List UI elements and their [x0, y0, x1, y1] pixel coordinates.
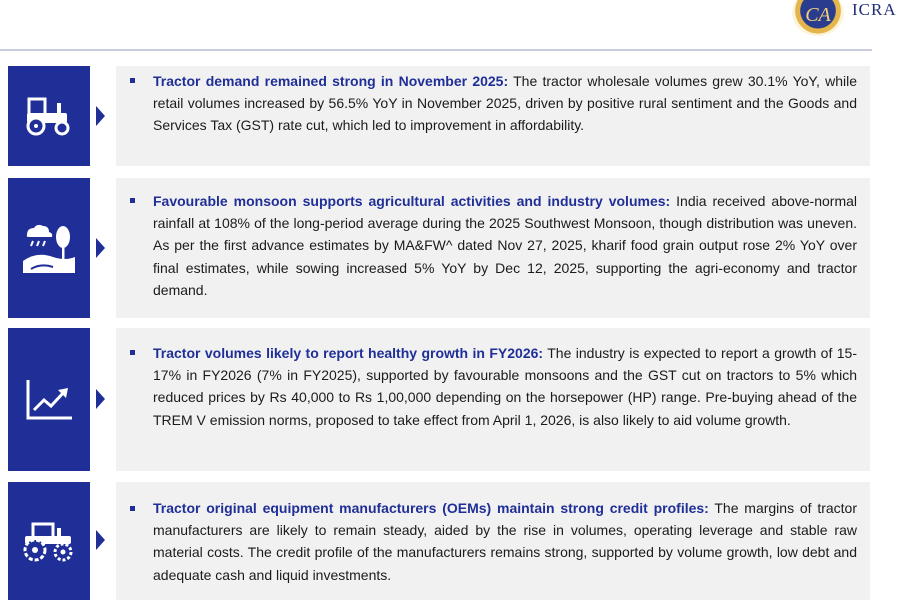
header-rule	[0, 49, 872, 51]
text-panel	[116, 482, 870, 600]
pointer-arrow	[96, 106, 105, 126]
bullet-marker	[130, 350, 135, 355]
icon-panel	[8, 178, 90, 318]
paragraph	[153, 70, 857, 137]
icra-logo	[792, 0, 844, 36]
bullet-marker	[130, 506, 135, 511]
paragraph	[153, 497, 857, 586]
text-panel	[116, 328, 870, 471]
monsoon-landscape-icon	[21, 221, 77, 275]
paragraph	[153, 342, 857, 431]
insight-row-3	[0, 328, 900, 471]
text-panel	[116, 178, 870, 318]
insight-row-2	[0, 178, 900, 318]
icon-panel	[8, 482, 90, 600]
tractor-icon	[23, 95, 75, 137]
pointer-arrow	[96, 389, 105, 409]
body-text: India received above-normal rainfall at 108% of the long-period average during the 2025 Southwest Monsoon, though distribution was uneven. As per the first advance estimates by MA&FW^ dated Nov 27, 2025, kharif food grain output rose 2% YoY over final estimates, while sowing increased 5% YoY by Dec 12, 2025, supporting the agri-economy and tractor demand.	[153, 193, 858, 298]
heading: Favourable monsoon supports agricultural activities and industry volumes:	[153, 193, 671, 209]
pointer-arrow	[96, 238, 105, 258]
heading: Tractor demand remained strong in November 2025:	[153, 73, 509, 89]
body-text: The margins of tractor manufacturers are likely to remain steady, aided by the rise in volumes, operating leverage and stable raw material costs. The credit profile of the manufacturers remains strong, supported by volume growth, low debt and adequate cash and liquid investments.	[153, 500, 857, 583]
icon-panel	[8, 328, 90, 471]
brand-name: ICRA	[852, 0, 897, 19]
bullet-marker	[130, 78, 135, 83]
body-text: The industry is expected to report a growth of 15-17% in FY2026 (7% in FY2025), supported by favourable monsoons and the GST cut on tractors to 5% which reduced prices by Rs 40,000 to Rs 1,00,000 depending on the horsepower (HP) range. Pre-buying ahead of the TREM V emission norms, proposed to take effect from April 1, 2026, is also likely to aid volume growth.	[153, 345, 858, 428]
svg-text:CA: CA	[805, 4, 831, 26]
bullet-marker	[130, 198, 135, 203]
insight-row-1	[0, 66, 900, 166]
text-panel	[116, 66, 870, 166]
heading: Tractor original equipment manufacturers (OEMs) maintain strong credit profiles:	[153, 500, 709, 516]
body-text: The tractor wholesale volumes grew 30.1% YoY, while retail volumes increased by 56.5% YoY in November 2025, driven by positive rural sentiment and the Goods and Services Tax (GST) rate cut, which led to improvement in affordability.	[153, 73, 857, 134]
pointer-arrow	[96, 530, 105, 550]
paragraph	[153, 190, 857, 301]
growth-chart-icon	[24, 378, 74, 422]
insight-row-4	[0, 482, 900, 600]
icon-panel	[8, 66, 90, 166]
tractor-gears-icon	[19, 518, 79, 564]
heading: Tractor volumes likely to report healthy growth in FY2026:	[153, 345, 544, 361]
